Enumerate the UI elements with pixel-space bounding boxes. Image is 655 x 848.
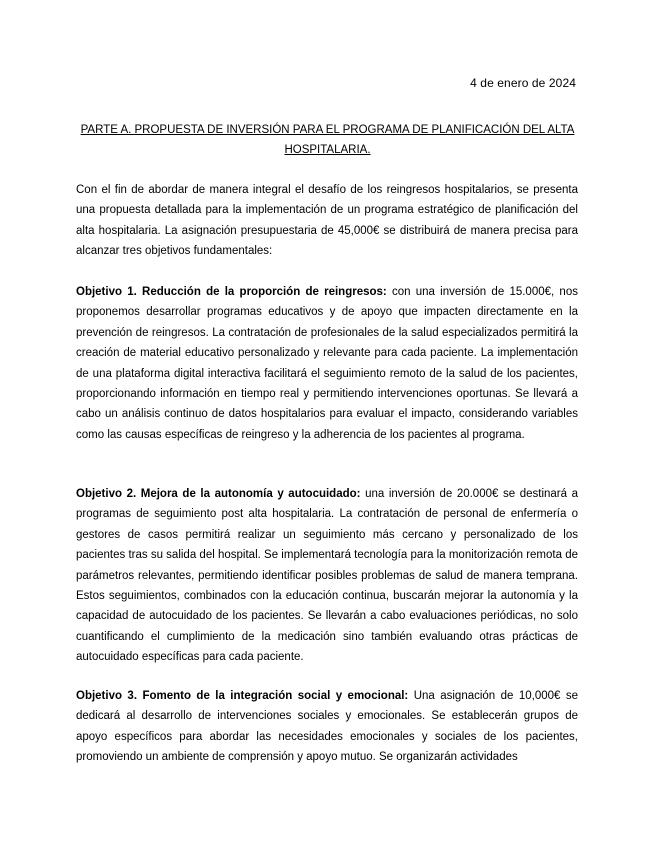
objective-1-paragraph xyxy=(76,282,578,445)
intro-paragraph: Con el fin de abordar de manera integral el desafío de los reingresos hospitalarios, se presenta una propuesta detallada para la implementación de un programa estratégico de planificación del alta hospitalaria. La asignación presupuestaria de 45,000€ se distribuirá de manera precisa para alcanzar tres objetivos fundamentales: xyxy=(76,184,578,258)
document-date: 4 de enero de 2024 xyxy=(470,76,576,90)
objective-2-heading: Objetivo 2. Mejora de la autonomía y autocuidado: xyxy=(76,488,361,500)
objective-1-text: con una inversión de 15.000€, nos proponemos desarrollar programas educativos y de apoyo que impacten directamente en la prevención de reingresos. La contratación de profesionales de la salud especializados permitirá la creación de material educativo personalizado y relevante para cada paciente. La implementación de una plataforma digital interactiva facilitará el seguimiento remoto de la salud de los pacientes, proporcionando información en tiempo real y permitiendo intervenciones oportunas. Se llevará a cabo un análisis continuo de datos hospitalarios para evaluar el impacto, considerando variables como las causas específicas de reingreso y la adherencia de los pacientes al programa. xyxy=(76,286,578,441)
objective-2-text: una inversión de 20.000€ se destinará a programas de seguimiento post alta hospitalaria. La contratación de personal de enfermería o gestores de casos permitirá realizar un seguimiento más cercano y personalizado de los pacientes tras su salida del hospital. Se implementará tecnología para la monitorización remota de parámetros relevantes, permitiendo identificar posibles problemas de salud de manera temprana. Estos seguimientos, combinados con la educación continua, buscarán mejorar la autonomía y la capacidad de autocuidado de los pacientes. Se llevarán a cabo evaluaciones periódicas, no solo cuantificando el cumplimiento de la medicación sino también evaluando otras prácticas de autocuidado específicas para cada paciente. xyxy=(76,488,578,664)
objective-3-heading: Objetivo 3. Fomento de la integración social y emocional: xyxy=(76,690,409,702)
objective-1-heading: Objetivo 1. Reducción de la proporción de reingresos: xyxy=(76,286,387,298)
objective-3-text: Una asignación de 10,000€ se dedicará al desarrollo de intervenciones sociales y emocionales. Se establecerán grupos de apoyo específicos para abordar las necesidades emocionales y sociales de los pacientes, promoviendo un ambiente de comprensión y apoyo mutuo. Se organizarán actividades xyxy=(76,690,578,764)
objective-3-paragraph xyxy=(76,686,578,768)
objective-2-paragraph xyxy=(76,484,578,668)
document-title: PARTE A. PROPUESTA DE INVERSIÓN PARA EL PROGRAMA DE PLANIFICACIÓN DEL ALTA HOSPITALARIA. xyxy=(80,124,575,157)
